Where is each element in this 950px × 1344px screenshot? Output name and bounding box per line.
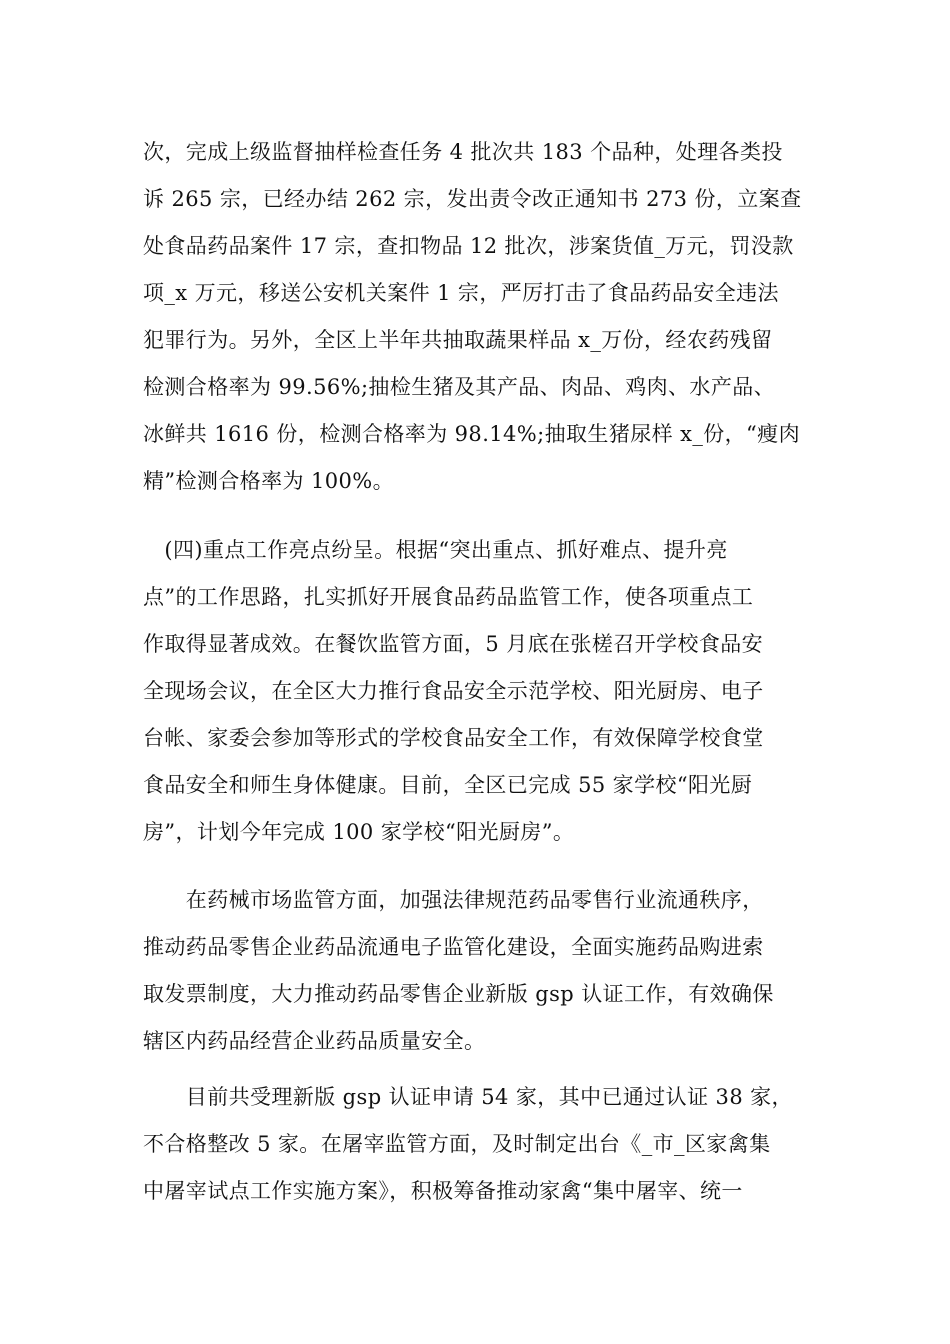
text-line: 台帐、家委会参加等形式的学校食品安全工作，有效保障学校食堂 bbox=[143, 726, 764, 750]
text-line: 不合格整改 5 家。在屠宰监管方面，及时制定出台《_市_区家禽集 bbox=[143, 1132, 771, 1156]
text-line: 推动药品零售企业药品流通电子监管化建设，全面实施药品购进索 bbox=[143, 935, 764, 959]
paragraph-heading-line: (四)重点工作亮点纷呈。根据“突出重点、抓好难点、提升亮 bbox=[143, 538, 728, 562]
text-line: 中屠宰试点工作实施方案》，积极筹备推动家禽“集中屠宰、统一 bbox=[143, 1179, 743, 1203]
text-line: 取发票制度，大力推动药品零售企业新版 gsp 认证工作，有效确保 bbox=[143, 982, 774, 1006]
text-line: 次，完成上级监督抽样检查任务 4 批次共 183 个品种，处理各类投 bbox=[143, 140, 783, 164]
text-line: 全现场会议，在全区大力推行食品安全示范学校、阳光厨房、电子 bbox=[143, 679, 764, 703]
text-line: 诉 265 宗，已经办结 262 宗，发出责令改正通知书 273 份，立案查 bbox=[143, 187, 802, 211]
text-line: 检测合格率为 99.56%;抽检生猪及其产品、肉品、鸡肉、水产品、 bbox=[143, 375, 776, 399]
text-line: 在药械市场监管方面，加强法律规范药品零售行业流通秩序， bbox=[143, 888, 764, 912]
text-line: 作取得显著成效。在餐饮监管方面，5 月底在张槎召开学校食品安 bbox=[143, 632, 764, 656]
text-line: 冰鲜共 1616 份，检测合格率为 98.14%;抽取生猪尿样 x_份，“瘦肉 bbox=[143, 422, 800, 446]
text-line: 房”，计划今年完成 100 家学校“阳光厨房”。 bbox=[143, 820, 575, 844]
text-line: 处食品药品案件 17 宗，查扣物品 12 批次，涉案货值_万元，罚没款 bbox=[143, 234, 794, 258]
text-line: 项_x 万元，移送公安机关案件 1 宗，严厉打击了食品药品安全违法 bbox=[143, 281, 779, 305]
text-line: 点”的工作思路，扎实抓好开展食品药品监管工作，使各项重点工 bbox=[143, 585, 754, 609]
text-line: 食品安全和师生身体健康。目前，全区已完成 55 家学校“阳光厨 bbox=[143, 773, 753, 797]
text-line: 犯罪行为。另外，全区上半年共抽取蔬果样品 x_万份，经农药残留 bbox=[143, 328, 773, 352]
text-line: 目前共受理新版 gsp 认证申请 54 家，其中已通过认证 38 家， bbox=[143, 1085, 793, 1109]
text-line: 精”检测合格率为 100%。 bbox=[143, 469, 395, 493]
text-line: 辖区内药品经营企业药品质量安全。 bbox=[143, 1029, 486, 1053]
